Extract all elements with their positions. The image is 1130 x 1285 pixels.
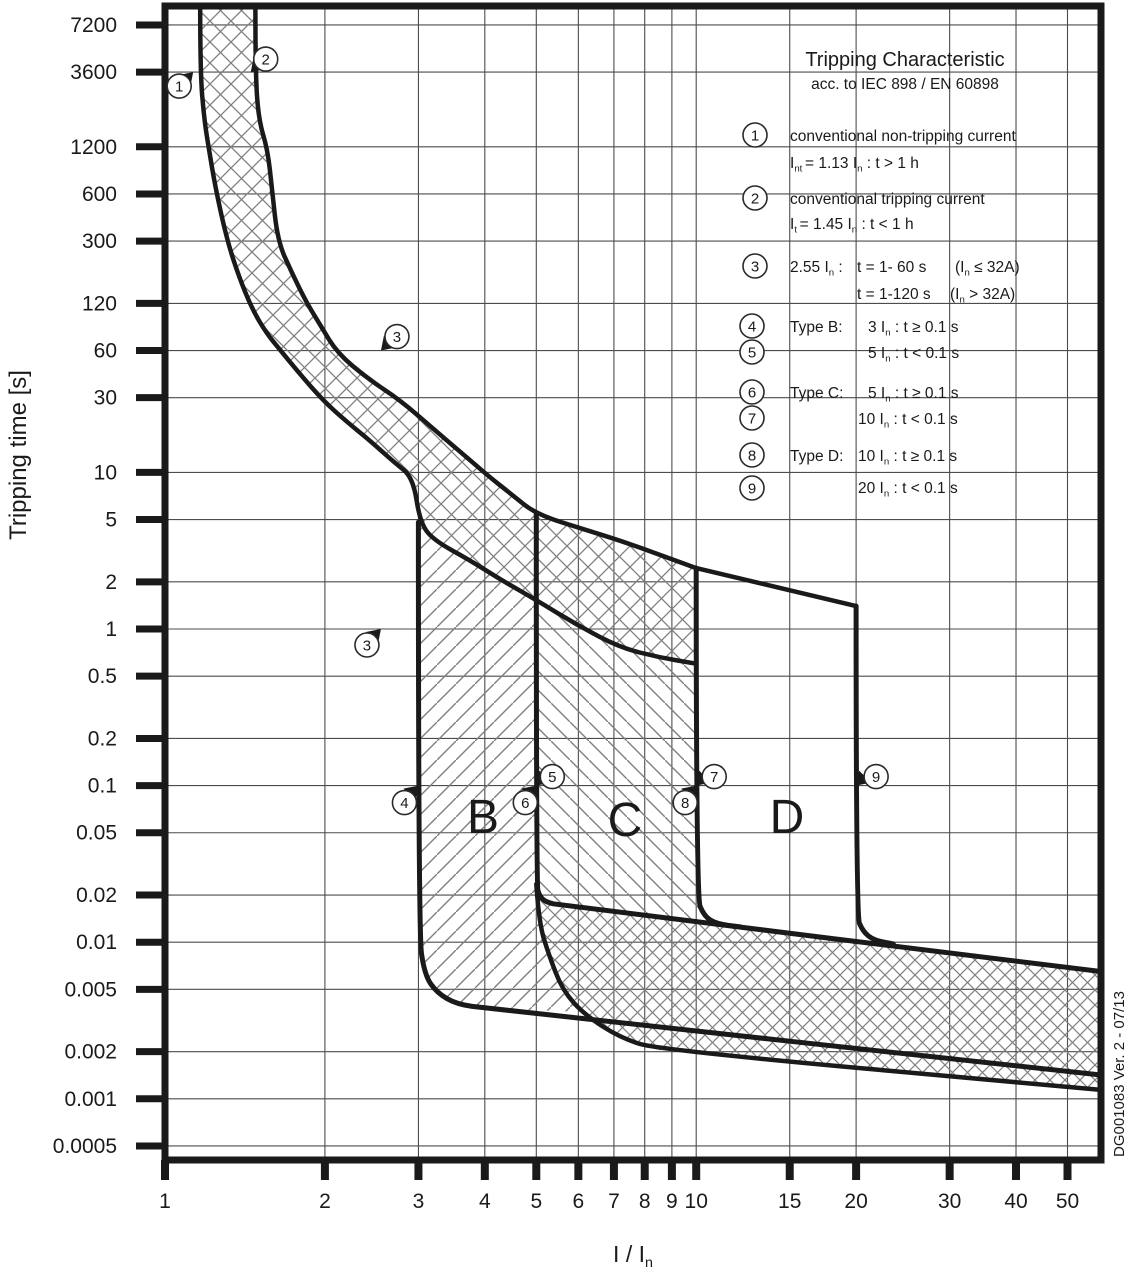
y-tick-label: 1: [105, 618, 117, 641]
region-label-D: D: [769, 791, 805, 844]
svg-text:6: 6: [747, 384, 757, 402]
legend-text: $I_{nt} = 1.13$ $I_n$ : t > 1 h: [790, 155, 919, 175]
y-tick-label: 0.002: [64, 1040, 117, 1064]
legend: [740, 49, 1020, 500]
legend-text: $(I_n > 32A)$: [950, 286, 1016, 306]
x-tick-label: 40: [1004, 1190, 1028, 1213]
x-tick-label: 7: [608, 1190, 620, 1213]
region-label-C: C: [607, 794, 643, 847]
svg-text:5: 5: [747, 344, 757, 362]
type-d-top-line: [696, 568, 856, 606]
y-tick-label: 7200: [70, 13, 117, 37]
y-tick-label: 0.05: [76, 821, 117, 845]
svg-text:6: 6: [521, 795, 530, 813]
y-tick-label: 0.5: [87, 665, 117, 689]
y-tick-label: 30: [93, 386, 117, 410]
svg-text:1: 1: [175, 78, 184, 96]
svg-text:7: 7: [710, 769, 719, 787]
marker-1: [167, 72, 193, 98]
legend-item-4: [740, 314, 959, 338]
legend-text: conventional tripping current: [790, 191, 985, 208]
legend-item-6: [740, 380, 959, 404]
y-tick-label: 2: [105, 570, 117, 594]
legend-text: Type B:: [790, 319, 843, 336]
y-tick-label: 10: [93, 461, 117, 485]
legend-item-3: [743, 254, 1020, 305]
legend-item-8: [740, 443, 957, 467]
legend-text: 20 $I_n$ : t < 0.1 s: [858, 480, 958, 500]
legend-item-1: [743, 123, 1016, 174]
y-tick-label: 0.02: [76, 884, 117, 908]
x-tick-label: 4: [478, 1190, 491, 1213]
svg-text:5: 5: [548, 769, 557, 787]
y-tick-label: 60: [93, 339, 117, 363]
legend-text: $(I_n \le 32A)$: [955, 259, 1020, 279]
legend-text: 2.55 $I_n$ :: [790, 259, 843, 279]
legend-text: Type C:: [790, 385, 844, 402]
y-tick-label: 120: [81, 292, 117, 316]
chart-subtitle: acc. to IEC 898 / EN 60898: [811, 76, 999, 93]
x-tick-label: 50: [1055, 1190, 1080, 1213]
type-d-left-line: [696, 568, 740, 927]
legend-text: $I_t = 1.45$ $I_n$ : t < 1 h: [790, 216, 914, 236]
svg-text:3: 3: [392, 329, 402, 347]
y-tick-label: 1200: [70, 135, 117, 159]
legend-text: conventional non-tripping current: [790, 128, 1016, 145]
svg-text:2: 2: [750, 190, 760, 208]
y-tick-label: 5: [105, 508, 117, 532]
x-tick-label: 9: [666, 1190, 678, 1213]
x-tick-label: 2: [319, 1190, 331, 1213]
marker-3: [355, 629, 381, 657]
legend-text: t = 1-120 s: [857, 286, 931, 303]
x-tick-label: 8: [638, 1190, 651, 1213]
svg-text:1: 1: [750, 127, 760, 145]
y-tick-label: 0.005: [64, 978, 117, 1002]
svg-text:8: 8: [747, 447, 757, 465]
svg-text:3: 3: [750, 258, 760, 276]
legend-text: 5 $I_n$ : t < 0.1 s: [868, 345, 960, 365]
legend-text: 5 $I_n$ : t ≥ 0.1 s: [868, 385, 959, 405]
y-tick-label: 0.0005: [52, 1134, 117, 1158]
x-tick-label: 15: [778, 1190, 802, 1213]
marker-9: [856, 765, 888, 789]
svg-text:4: 4: [747, 318, 757, 336]
y-tick-label: 600: [81, 182, 117, 206]
svg-text:7: 7: [747, 410, 757, 428]
svg-text:9: 9: [747, 480, 757, 498]
legend-item-7: [740, 406, 958, 430]
marker-7: [696, 765, 726, 789]
svg-text:9: 9: [871, 769, 881, 787]
y-tick-label: 0.2: [87, 727, 117, 751]
legend-text: t = 1- 60 s: [857, 259, 927, 276]
y-tick-label: 0.01: [76, 931, 117, 955]
marker-3: [381, 325, 409, 351]
y-tick-label: 0.1: [87, 774, 117, 798]
x-axis-title: I / $I_n$: [613, 1241, 653, 1272]
hatched-regions: [200, 6, 1101, 1090]
svg-text:8: 8: [681, 795, 690, 813]
x-tick-label: 1: [159, 1190, 171, 1213]
marker-4: [392, 786, 418, 815]
chart-title: Tripping Characteristic: [805, 49, 1005, 71]
legend-item-5: [740, 340, 959, 364]
svg-text:3: 3: [362, 637, 372, 655]
x-tick-label: 30: [937, 1190, 962, 1213]
y-axis-title: Tripping time [s]: [5, 370, 32, 540]
y-tick-label: 3600: [70, 61, 117, 85]
legend-text: Type D:: [790, 448, 844, 465]
legend-text: 3 $I_n$ : t ≥ 0.1 s: [868, 319, 959, 339]
legend-text: 10 $I_n$ : t < 0.1 s: [858, 411, 958, 431]
y-tick-label: 0.001: [64, 1087, 117, 1111]
legend-item-9: [740, 476, 958, 500]
x-tick-label: 5: [530, 1190, 543, 1213]
legend-text: 10 $I_n$ : t ≥ 0.1 s: [858, 448, 958, 468]
region-label-B: B: [466, 791, 500, 844]
document-id-side-text: DG001083 Ver. 2 - 07/13: [1111, 991, 1128, 1157]
x-tick-label: 6: [572, 1190, 585, 1213]
x-tick-label: 3: [412, 1190, 425, 1213]
y-tick-label: 300: [81, 230, 117, 254]
x-tick-label: 10: [684, 1190, 708, 1213]
svg-text:4: 4: [400, 795, 409, 813]
x-tick-label: 20: [844, 1190, 868, 1213]
svg-text:2: 2: [261, 51, 270, 69]
